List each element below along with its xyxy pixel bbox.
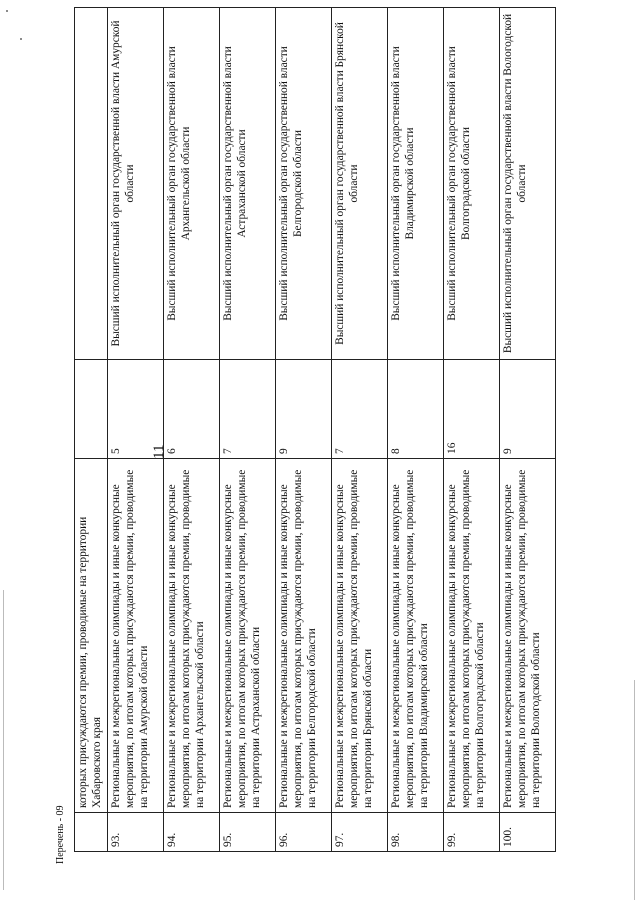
table-row xyxy=(388,8,444,852)
table-row xyxy=(164,8,220,852)
list-table xyxy=(74,7,556,852)
number-cell: 95. xyxy=(220,813,276,852)
number-cell: 98. xyxy=(388,813,444,852)
number-cell: 97. xyxy=(332,813,388,852)
table-row xyxy=(332,8,388,852)
organizer-cell: Высший исполнительный орган государственной власти Волгоградской области xyxy=(444,8,500,360)
name-cell: Региональные и межрегиональные олимпиады и иные конкурсные мероприятия, по итогам которых присуждаются премии, проводимые на территории Амурской области xyxy=(108,459,164,813)
table-row xyxy=(220,8,276,852)
rotated-landscape-sheet xyxy=(55,13,576,864)
name-cell: Региональные и межрегиональные олимпиады и иные конкурсные мероприятия, по итогам которых присуждаются премии, проводимые на территории Астраханской области xyxy=(220,459,276,813)
number-cell xyxy=(75,813,108,852)
name-cell: Региональные и межрегиональные олимпиады и иные конкурсные мероприятия, по итогам которых присуждаются премии, проводимые на территории Владимирской области xyxy=(388,459,444,813)
table-row xyxy=(276,8,332,852)
name-cell: Региональные и межрегиональные олимпиады и иные конкурсные мероприятия, по итогам которых присуждаются премии, проводимые на территории Волгоградской области xyxy=(444,459,500,813)
count-cell xyxy=(75,360,108,459)
organizer-cell: Высший исполнительный орган государственной власти Вологодской области xyxy=(500,8,556,360)
organizer-cell xyxy=(75,8,108,360)
table-row xyxy=(500,8,556,852)
table-row xyxy=(444,8,500,852)
name-cell: Региональные и межрегиональные олимпиады и иные конкурсные мероприятия, по итогам которых присуждаются премии, проводимые на территории Вологодской области xyxy=(500,459,556,813)
count-cell: 5 xyxy=(108,360,164,459)
name-cell: которых присуждаются премии, проводимые на территории Хабаровского края xyxy=(75,459,108,813)
count-cell: 9 xyxy=(276,360,332,459)
count-cell: 9 xyxy=(500,360,556,459)
name-cell: Региональные и межрегиональные олимпиады и иные конкурсные мероприятия, по итогам которых присуждаются премии, проводимые на территории Белгородской области xyxy=(276,459,332,813)
count-cell: 8 xyxy=(388,360,444,459)
number-cell: 100. xyxy=(500,813,556,852)
organizer-cell: Высший исполнительный орган государственной власти Амурской области xyxy=(108,8,164,360)
organizer-cell: Высший исполнительный орган государственной власти Астраханской области xyxy=(220,8,276,360)
count-cell: 7 xyxy=(220,360,276,459)
organizer-cell: Высший исполнительный орган государственной власти Владимирской области xyxy=(388,8,444,360)
organizer-cell: Высший исполнительный орган государственной власти Белгородской области xyxy=(276,8,332,360)
number-cell: 96. xyxy=(276,813,332,852)
number-cell: 93. xyxy=(108,813,164,852)
scan-edge-line xyxy=(3,590,4,890)
footer-note: Перечень - 09 xyxy=(55,805,66,864)
organizer-cell: Высший исполнительный орган государственной власти Архангельской области xyxy=(164,8,220,360)
page-number: 11 xyxy=(151,444,167,459)
scan-edge-line xyxy=(634,680,635,900)
organizer-cell: Высший исполнительный орган государственной власти Брянской области xyxy=(332,8,388,360)
name-cell: Региональные и межрегиональные олимпиады и иные конкурсные мероприятия, по итогам которых присуждаются премии, проводимые на территории Брянской области xyxy=(332,459,388,813)
table-row xyxy=(108,8,164,852)
count-cell: 6 xyxy=(164,360,220,459)
number-cell: 99. xyxy=(444,813,500,852)
count-cell: 16 xyxy=(444,360,500,459)
number-cell: 94. xyxy=(164,813,220,852)
scan-speck xyxy=(6,10,8,12)
name-cell: Региональные и межрегиональные олимпиады и иные конкурсные мероприятия, по итогам которых присуждаются премии, проводимые на территории Архангельской области xyxy=(164,459,220,813)
scan-speck xyxy=(20,38,22,40)
count-cell: 7 xyxy=(332,360,388,459)
table-row-continuation xyxy=(75,8,108,852)
